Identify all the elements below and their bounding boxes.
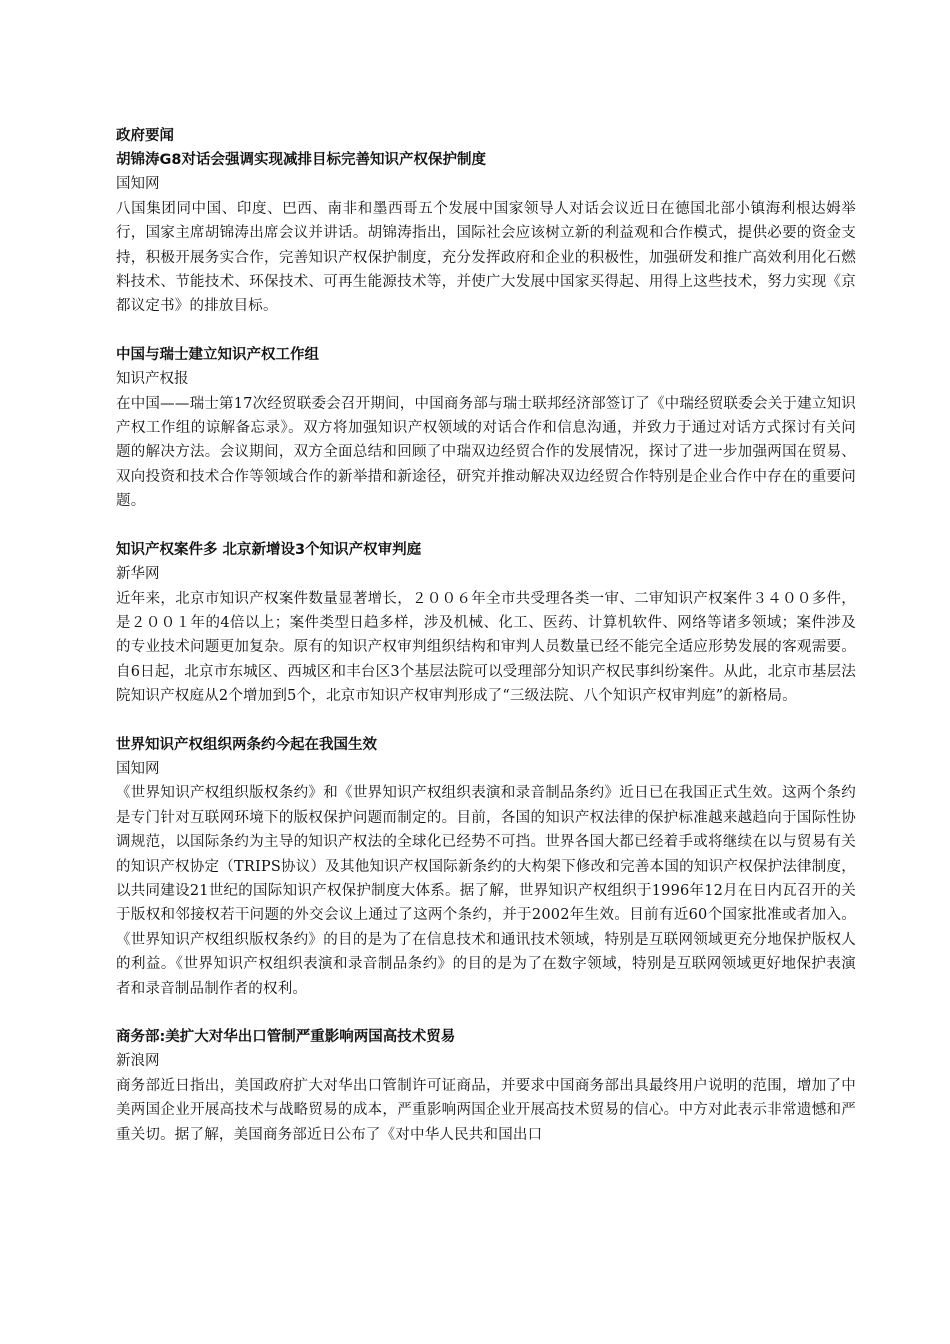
article-body: 八国集团同中国、印度、巴西、南非和墨西哥五个发展中国家领导人对话会议近日在德国北部小镇海利根达姆举行，国家主席胡锦涛出席会议并讲话。胡锦涛指出，国际社会应该树立新的利益观和合作模式，提供必要的资金支持，积极开展务实合作，完善知识产权保护制度，充分发挥政府和企业的积极性，加强研发和推广高效利用化石燃料技术、节能技术、环保技术、可再生能源技术等，并使广大发展中国家买得起、用得上这些技术，努力实现《京都议定书》的排放目标。	[116, 200, 856, 315]
article-source: 新浪网	[116, 1053, 160, 1070]
article-body: 商务部近日指出，美国政府扩大对华出口管制许可证商品，并要求中国商务部出具最终用户说明的范围，增加了中美两国企业开展高技术与战略贸易的成本，严重影响两国企业开展高技术贸易的信心。中方对此表示非常遗憾和严重关切。据了解，美国商务部近日公布了《对中华人民共和国出口	[116, 1077, 856, 1143]
article-body: 《世界知识产权组织版权条约》和《世界知识产权组织表演和录音制品条约》近日已在我国正式生效。这两个条约是专门针对互联网环境下的版权保护问题而制定的。目前，各国的知识产权法律的保护标准越来越趋向于国际性协调规范，以国际条约为主导的知识产权法的全球化已经势不可挡。世界各国大都已经着手或将继续在以与贸易有关的知识产权协定（TRIPS协议）及其他知识产权国际新条约的大构架下修改和完善本国的知识产权保护法律制度，以共同建设21世纪的国际知识产权保护制度大体系。据了解，世界知识产权组织于1996年12月在日内瓦召开的关于版权和邻接权若干问题的外交会议上通过了这两个条约，并于2002年生效。目前有近60个国家批准或者加入。《世界知识产权组织版权条约》的目的是为了在信息技术和通讯技术领域，特别是互联网领域更充分地保护版权人的利益。《世界知识产权组织表演和录音制品条约》的目的是为了在数字领域，特别是互联网领域更好地保护表演者和录音制品制作者的权利。	[116, 785, 856, 997]
article-title: 商务部:美扩大对华出口管制严重影响两国高技术贸易	[116, 1029, 456, 1045]
article-title: 知识产权案件多 北京新增设3个知识产权审判庭	[116, 541, 422, 558]
article-body: 在中国——瑞士第17次经贸联委会召开期间，中国商务部与瑞士联邦经济部签订了《中瑞经贸联委会关于建立知识产权工作组的谅解备忘录》。双方将加强知识产权领域的对话合作和信息沟通，并致力于通过对话方式探讨有关问题的解决方法。会议期间，双方全面总结和回顾了中瑞双边经贸合作的发展情况，探讨了进一步加强两国在贸易、双向投资和技术合作等领域合作的新举措和新途径，研究并推动解决双边经贸合作特别是企业合作中存在的重要问题。	[116, 395, 856, 510]
section-title: 政府要闻	[116, 128, 174, 144]
article-title: 胡锦涛G8对话会强调实现减排目标完善知识产权保护制度	[116, 152, 486, 168]
article	[116, 1025, 856, 1147]
article-source: 知识产权报	[116, 371, 189, 388]
article	[116, 343, 856, 514]
article	[116, 733, 856, 1001]
article-source: 新华网	[116, 566, 160, 583]
article-source: 国知网	[116, 760, 160, 777]
article-title: 中国与瑞士建立知识产权工作组	[116, 346, 319, 363]
article	[116, 538, 856, 709]
article	[116, 148, 856, 319]
article-title: 世界知识产权组织两条约今起在我国生效	[116, 736, 377, 753]
article-body: 近年来，北京市知识产权案件数量显著增长，２００６年全市共受理各类一审、二审知识产权案件３４００多件，是２００１年的4倍以上；案件类型日趋多样，涉及机械、化工、医药、计算机软件、网络等诸多领域；案件涉及的专业技术问题更加复杂。原有的知识产权审判组织结构和审判人员数量已经不能完全适应形势发展的客观需要。自6日起，北京市东城区、西城区和丰台区3个基层法院可以受理部分知识产权民事纠纷案件。从此，北京市基层法院知识产权庭从2个增加到5个，北京市知识产权审判形成了“三级法院、八个知识产权审判庭”的新格局。	[116, 590, 856, 705]
article-source: 国知网	[116, 176, 160, 193]
document-page	[116, 124, 856, 1171]
